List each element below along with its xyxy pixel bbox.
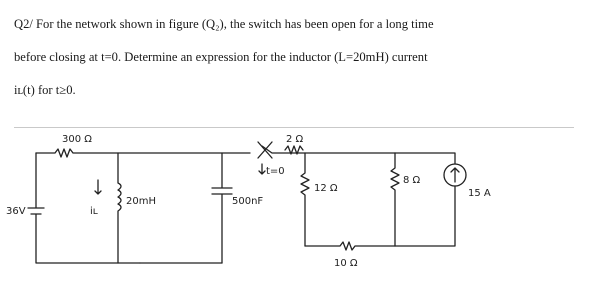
capacitor-branch xyxy=(212,153,232,263)
current-source-branch xyxy=(395,153,455,246)
circuit-diagram xyxy=(0,128,591,291)
r2-label: 2 Ω xyxy=(286,134,304,145)
switch-arrow xyxy=(259,164,265,174)
current-source-arrow xyxy=(451,168,459,182)
resistor-8-branch xyxy=(391,153,399,246)
inductor-label: 20mH xyxy=(126,196,156,207)
r4-label: 8 Ω xyxy=(403,175,421,186)
source-label: 36V xyxy=(6,206,26,217)
source-branch xyxy=(28,153,140,263)
inductor-branch xyxy=(118,153,121,263)
il-arrow xyxy=(95,180,101,194)
current-source-label: 15 A xyxy=(468,188,491,199)
r5-label: 10 Ω xyxy=(334,258,358,269)
r3-label: 12 Ω xyxy=(314,183,338,194)
il-label: iʟ xyxy=(90,206,98,217)
question-line-2: before closing at t=0. Determine an expression for the inductor (L=20mH) current xyxy=(14,50,428,64)
resistor-12-branch xyxy=(301,153,309,246)
question-line-3: iʟ(t) for t≥0. xyxy=(14,83,76,97)
question-line-1: Q2/ For the network shown in figure (Q₂), the switch has been open for a long time xyxy=(14,17,434,31)
switch-label: t=0 xyxy=(266,166,285,177)
r1-label: 300 Ω xyxy=(62,134,92,145)
capacitor-label: 500nF xyxy=(232,196,264,207)
question-text xyxy=(14,8,584,107)
top-wire xyxy=(36,146,395,157)
switch-symbol xyxy=(258,142,272,158)
